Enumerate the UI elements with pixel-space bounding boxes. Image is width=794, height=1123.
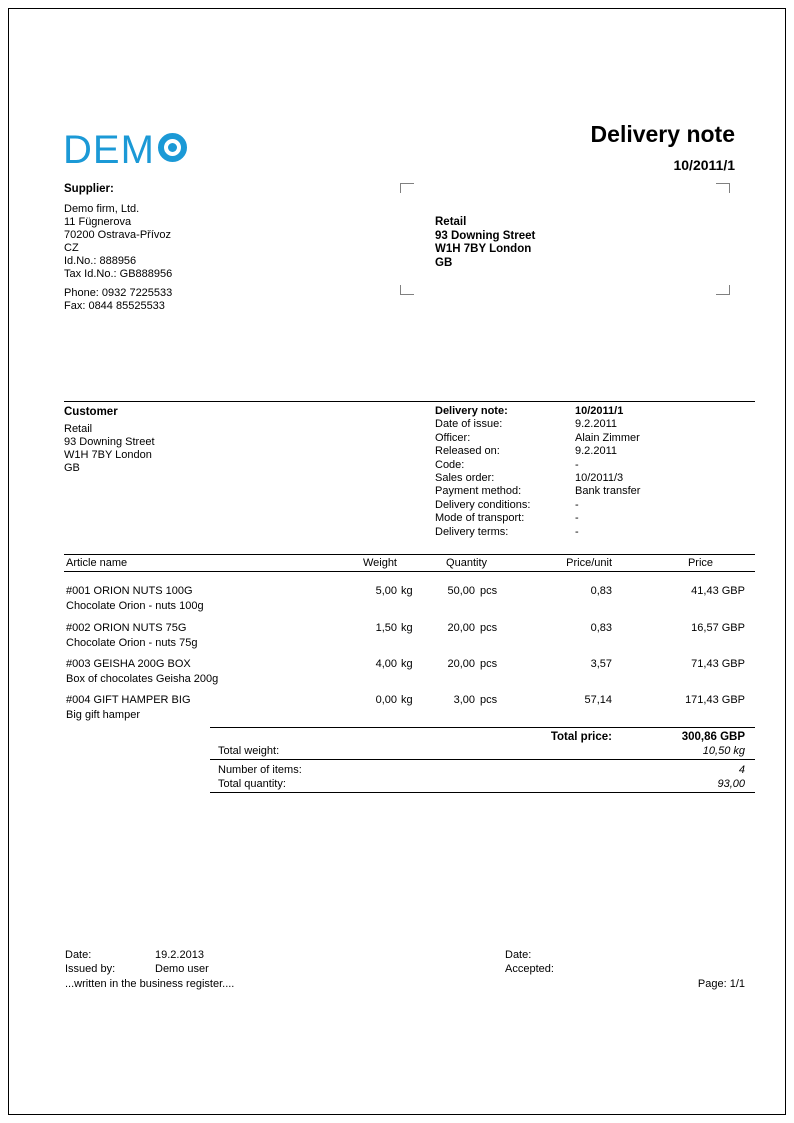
table-row — [64, 694, 755, 728]
detail-row — [435, 432, 755, 445]
article-name: #002 ORION NUTS 75G — [66, 622, 187, 634]
detail-value: 9.2.2011 — [575, 418, 618, 431]
weight-cell: 4,00 — [375, 658, 397, 670]
footer-issued-by-label: Issued by: — [65, 963, 116, 975]
bracket-top-right-icon — [716, 183, 730, 193]
detail-row — [435, 499, 755, 512]
article-description: Big gift hamper — [66, 709, 140, 721]
supplier-fax: Fax: 0844 85525533 — [64, 300, 165, 312]
quantity-cell: 20,00 — [447, 658, 475, 670]
delivery-details — [435, 405, 755, 539]
quantity-cell: 50,00 — [447, 585, 475, 597]
document-title: Delivery note — [590, 121, 735, 147]
quantity-unit: pcs — [480, 658, 498, 670]
logo-o-dot — [168, 143, 177, 152]
quantity-unit: pcs — [480, 694, 498, 706]
price-cell: 171,43 GBP — [685, 694, 745, 706]
supplier-address-line: 11 Fügnerova — [64, 216, 132, 228]
table-row — [64, 585, 755, 619]
detail-label: Code: — [435, 458, 465, 471]
detail-value: - — [575, 525, 579, 538]
column-header-price-unit: Price/unit — [566, 557, 612, 569]
total-weight-value: 10,50 kg — [702, 745, 745, 757]
weight-unit: kg — [401, 694, 413, 706]
detail-label: Delivery conditions: — [435, 498, 531, 511]
customer-address-line: Retail — [64, 423, 93, 435]
supplier-address — [64, 203, 172, 281]
totals-mid-rule — [210, 759, 755, 760]
consignee-address-line: GB — [435, 256, 453, 269]
bracket-bottom-right-icon — [716, 285, 730, 295]
supplier-address-line: Demo firm, Ltd. — [64, 203, 140, 215]
footer-register-note: ...written in the business register.... — [65, 978, 235, 990]
weight-cell: 5,00 — [375, 585, 397, 597]
detail-value: - — [575, 458, 579, 471]
customer-section-divider — [64, 401, 755, 402]
weight-unit: kg — [401, 658, 413, 670]
logo-text: DEM — [63, 128, 155, 172]
total-quantity-value: 93,00 — [717, 778, 745, 790]
quantity-unit: pcs — [480, 585, 498, 597]
detail-value: - — [575, 512, 579, 525]
column-header-weight: Weight — [362, 557, 397, 569]
footer-right-date-label: Date: — [505, 949, 532, 961]
price-cell: 16,57 GBP — [691, 622, 745, 634]
weight-cell: 0,00 — [375, 694, 397, 706]
article-description: Box of chocolates Geisha 200g — [66, 673, 219, 685]
bracket-bottom-left-icon — [400, 285, 414, 295]
detail-row — [435, 472, 755, 485]
table-top-rule — [64, 554, 755, 555]
article-name: #003 GEISHA 200G BOX — [66, 658, 191, 670]
footer-issued-by-value: Demo user — [155, 963, 209, 975]
table-row — [64, 622, 755, 656]
customer-address-line: GB — [64, 462, 80, 474]
detail-label: Delivery terms: — [435, 525, 509, 538]
detail-row — [435, 485, 755, 498]
quantity-cell: 20,00 — [447, 622, 475, 634]
detail-row — [435, 405, 755, 418]
weight-cell: 1,50 — [375, 622, 397, 634]
column-header-price: Price — [687, 557, 713, 569]
supplier-address-line: 70200 Ostrava-Přívoz — [64, 229, 171, 241]
number-of-items-value: 4 — [738, 764, 745, 776]
bracket-top-left-icon — [400, 183, 414, 193]
detail-label: Released on: — [435, 445, 500, 458]
consignee-address — [435, 216, 535, 270]
detail-label: Mode of transport: — [435, 512, 525, 525]
total-weight-label: Total weight: — [218, 745, 280, 757]
consignee-address-line: 93 Downing Street — [435, 229, 536, 242]
supplier-id-number: Id.No.: 888956 — [64, 255, 137, 267]
total-price-value: 300,86 GBP — [681, 731, 745, 743]
footer-date-value: 19.2.2013 — [155, 949, 204, 961]
price-unit-cell: 0,83 — [590, 622, 612, 634]
table-header-rule — [64, 571, 755, 572]
detail-row — [435, 526, 755, 539]
logo-o-icon — [158, 133, 187, 162]
logo — [63, 130, 187, 170]
customer-address — [64, 423, 155, 475]
totals-top-rule — [210, 727, 755, 728]
price-unit-cell: 57,14 — [584, 694, 612, 706]
customer-address-line: W1H 7BY London — [64, 449, 152, 461]
detail-value: Bank transfer — [575, 485, 641, 498]
detail-label: Sales order: — [435, 472, 495, 485]
detail-row — [435, 512, 755, 525]
supplier-contact — [64, 287, 172, 313]
quantity-unit: pcs — [480, 622, 498, 634]
detail-label: Date of issue: — [435, 418, 503, 431]
detail-value: - — [575, 498, 579, 511]
footer-page-number: Page: 1/1 — [697, 978, 745, 990]
article-name: #001 ORION NUTS 100G — [66, 585, 193, 597]
table-row — [64, 658, 755, 692]
document-number: 10/2011/1 — [673, 157, 735, 173]
detail-value: 10/2011/1 — [575, 405, 624, 417]
items-table — [64, 554, 755, 734]
column-header-quantity: Quantity — [446, 557, 487, 569]
column-header-article: Article name — [66, 557, 128, 569]
customer-heading: Customer — [64, 406, 118, 418]
supplier-tax-id-number: Tax Id.No.: GB888956 — [64, 268, 173, 280]
price-unit-cell: 3,57 — [590, 658, 612, 670]
detail-row — [435, 459, 755, 472]
consignee-frame — [400, 183, 730, 295]
supplier-heading: Supplier: — [64, 183, 114, 195]
detail-value: 10/2011/3 — [575, 472, 624, 485]
footer-accepted-label: Accepted: — [505, 963, 554, 975]
weight-unit: kg — [401, 585, 413, 597]
detail-value: 9.2.2011 — [575, 445, 618, 458]
supplier-address-line: CZ — [64, 242, 79, 254]
price-unit-cell: 0,83 — [590, 585, 612, 597]
consignee-address-line: W1H 7BY London — [435, 243, 532, 255]
detail-row — [435, 418, 755, 431]
detail-label: Delivery note: — [435, 405, 508, 417]
detail-value: Alain Zimmer — [575, 431, 640, 444]
quantity-cell: 3,00 — [453, 694, 475, 706]
number-of-items-label: Number of items: — [218, 764, 302, 776]
article-name: #004 GIFT HAMPER BIG — [66, 694, 191, 706]
totals-bottom-rule — [210, 792, 755, 793]
article-description: Chocolate Orion - nuts 75g — [66, 637, 198, 649]
detail-label: Officer: — [435, 431, 471, 444]
consignee-address-line: Retail — [435, 216, 467, 228]
article-description: Chocolate Orion - nuts 100g — [66, 600, 204, 612]
total-quantity-label: Total quantity: — [218, 778, 286, 790]
price-cell: 71,43 GBP — [691, 658, 745, 670]
price-cell: 41,43 GBP — [691, 585, 745, 597]
detail-label: Payment method: — [435, 485, 522, 498]
footer-date-label: Date: — [65, 949, 92, 961]
supplier-phone: Phone: 0932 7225533 — [64, 287, 173, 299]
detail-row — [435, 445, 755, 458]
customer-address-line: 93 Downing Street — [64, 436, 155, 448]
weight-unit: kg — [401, 622, 413, 634]
total-price-label: Total price: — [550, 731, 612, 743]
